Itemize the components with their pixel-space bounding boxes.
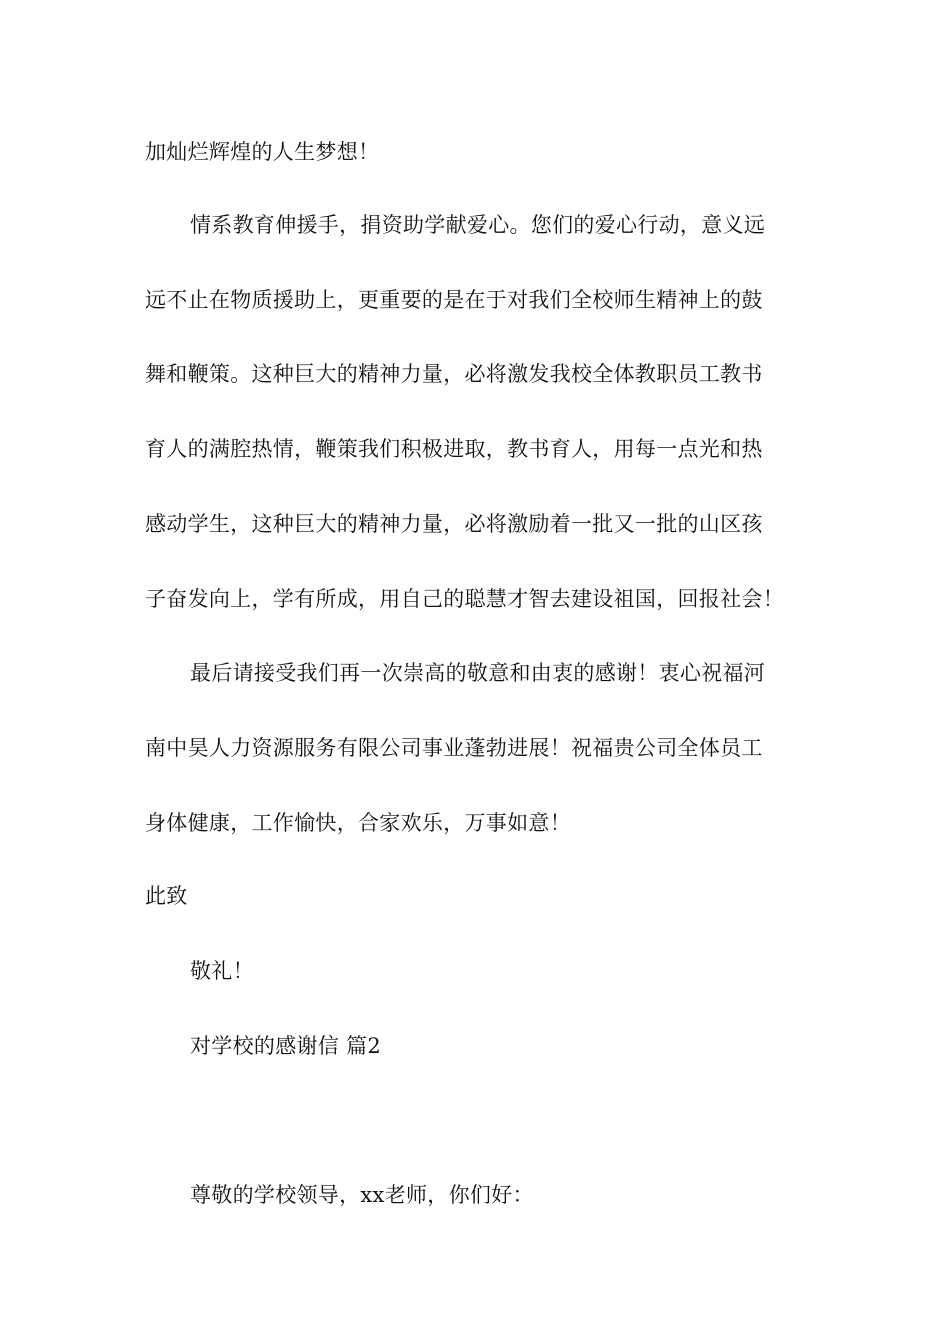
paragraph-line-8: 最后请接受我们再一次崇高的敬意和由衷的感谢！衷心祝福河 xyxy=(190,661,766,685)
paragraph-line-4: 舞和鞭策。这种巨大的精神力量，必将激发我校全体教职员工教书 xyxy=(145,362,763,386)
paragraph-line-6: 感动学生，这种巨大的精神力量，必将激励着一批又一批的山区孩 xyxy=(145,512,763,536)
paragraph-line-5: 育人的满腔热情，鞭策我们积极进取，教书育人，用每一点光和热 xyxy=(145,437,763,461)
paragraph-line-2: 情系教育伸援手，捐资助学献爱心。您们的爱心行动，意义远 xyxy=(190,213,766,237)
paragraph-line-7: 子奋发向上，学有所成，用自己的聪慧才智去建设祖国，回报社会！ xyxy=(145,587,784,611)
section-title: 对学校的感谢信 篇2 xyxy=(190,1034,382,1058)
closing-regards: 敬礼！ xyxy=(190,959,254,983)
paragraph-line-3: 远不止在物质援助上，更重要的是在于对我们全校师生精神上的鼓 xyxy=(145,288,763,312)
paragraph-line-10: 身体健康，工作愉快，合家欢乐，万事如意！ xyxy=(145,811,571,835)
closing-salutation: 此致 xyxy=(145,884,188,908)
paragraph-line-9: 南中昊人力资源服务有限公司事业蓬勃进展！祝福贵公司全体员工 xyxy=(145,736,763,760)
paragraph-line-1: 加灿烂辉煌的人生梦想！ xyxy=(145,140,380,164)
greeting-line: 尊敬的学校领导，xx老师，你们好： xyxy=(190,1183,534,1207)
